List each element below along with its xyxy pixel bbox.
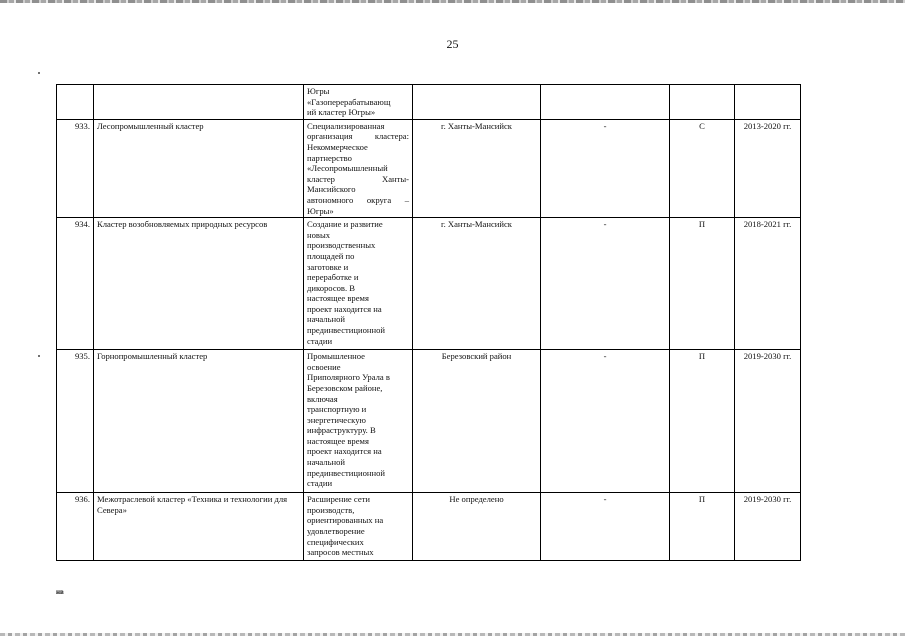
description-line: «Газоперерабатывающ bbox=[307, 96, 391, 107]
description-line: переработке и bbox=[307, 272, 359, 283]
row-number: 936. bbox=[57, 493, 94, 561]
description-line: прединвестиционной bbox=[307, 325, 385, 336]
cluster-location: г. Ханты-Мансийск bbox=[413, 119, 541, 217]
cluster-dash-cell: - bbox=[541, 493, 670, 561]
description-line: площадей по bbox=[307, 250, 355, 261]
description-line: Березовском районе, bbox=[307, 382, 383, 393]
cluster-description bbox=[304, 119, 413, 217]
cluster-location: Березовский район bbox=[413, 350, 541, 493]
cluster-description bbox=[304, 85, 413, 120]
description-line: Специализированная bbox=[307, 120, 385, 131]
table-row bbox=[57, 350, 801, 493]
description-line: ориентированных на bbox=[307, 515, 384, 526]
description-line: запросов местных bbox=[307, 547, 374, 558]
description-line: энергетическую bbox=[307, 414, 366, 425]
description-line: удовлетворение bbox=[307, 525, 365, 536]
row-number: 935. bbox=[57, 350, 94, 493]
cluster-name: Лесопромышленный кластер bbox=[94, 119, 304, 217]
scan-edge-top bbox=[0, 0, 905, 3]
description-line: «Лесопромышленный bbox=[307, 163, 388, 174]
description-line: заготовке и bbox=[307, 261, 349, 272]
description-line: Приполярного Урала в bbox=[307, 372, 390, 383]
description-line: организация кластера: bbox=[307, 131, 409, 142]
description-line: автономного округа – bbox=[307, 194, 409, 205]
description-line: Мансийского bbox=[307, 184, 356, 195]
description-line: освоение bbox=[307, 361, 341, 372]
description-line: Югры» bbox=[307, 205, 334, 216]
cluster-description bbox=[304, 218, 413, 350]
cluster-description bbox=[304, 350, 413, 493]
description-line: стадии bbox=[307, 335, 333, 346]
cluster-type bbox=[670, 85, 735, 120]
description-line: транспортную и bbox=[307, 404, 367, 415]
table-row bbox=[57, 119, 801, 217]
table-row bbox=[57, 85, 801, 120]
description-line: специфических bbox=[307, 536, 364, 547]
cluster-dash-cell bbox=[541, 85, 670, 120]
description-line: новых bbox=[307, 229, 331, 240]
cluster-name: Горнопромышленный кластер bbox=[94, 350, 304, 493]
scan-speck bbox=[38, 72, 40, 74]
description-line: инфраструктуру. В bbox=[307, 425, 376, 436]
cluster-dash-cell: - bbox=[541, 350, 670, 493]
cluster-location bbox=[413, 85, 541, 120]
cluster-name: Межотраслевой кластер «Техника и технологии для Севера» bbox=[94, 493, 304, 561]
cluster-dash-cell: - bbox=[541, 119, 670, 217]
cluster-type: С bbox=[670, 119, 735, 217]
cluster-period: 2018-2021 гг. bbox=[735, 218, 801, 350]
description-line: дикоросов. В bbox=[307, 282, 356, 293]
scan-edge-bottom bbox=[0, 633, 905, 636]
page-number: 25 bbox=[446, 37, 459, 51]
cluster-type: П bbox=[670, 493, 735, 561]
cluster-name bbox=[94, 85, 304, 120]
cluster-dash-cell: - bbox=[541, 218, 670, 350]
clusters-table bbox=[56, 84, 801, 561]
footer-initials: нв bbox=[56, 588, 64, 596]
description-line: ий кластер Югры» bbox=[307, 107, 376, 118]
cluster-location: Не определено bbox=[413, 493, 541, 561]
cluster-period bbox=[735, 85, 801, 120]
description-line: производств, bbox=[307, 504, 355, 515]
description-line: Некоммерческое bbox=[307, 141, 368, 152]
description-line: настоящее время bbox=[307, 293, 369, 304]
description-line: стадии bbox=[307, 478, 333, 489]
cluster-location: г. Ханты-Мансийск bbox=[413, 218, 541, 350]
cluster-type: П bbox=[670, 218, 735, 350]
cluster-period: 2019-2030 гг. bbox=[735, 493, 801, 561]
description-line: Промышленное bbox=[307, 351, 365, 362]
cluster-period: 2013-2020 гг. bbox=[735, 119, 801, 217]
description-line: проект находится на bbox=[307, 303, 382, 314]
description-line: Расширение сети bbox=[307, 494, 370, 505]
description-line: начальной bbox=[307, 314, 345, 325]
description-line: Югры bbox=[307, 86, 330, 96]
description-line: настоящее время bbox=[307, 435, 369, 446]
table-row bbox=[57, 493, 801, 561]
cluster-type: П bbox=[670, 350, 735, 493]
table-row bbox=[57, 218, 801, 350]
cluster-name: Кластер возобновляемых природных ресурсов bbox=[94, 218, 304, 350]
description-line: включая bbox=[307, 393, 338, 404]
row-number bbox=[57, 85, 94, 120]
description-line: партнерство bbox=[307, 152, 352, 163]
description-line: кластер Ханты- bbox=[307, 173, 409, 184]
row-number: 934. bbox=[57, 218, 94, 350]
scan-speck bbox=[38, 355, 40, 357]
cluster-period: 2019-2030 гг. bbox=[735, 350, 801, 493]
cluster-description bbox=[304, 493, 413, 561]
description-line: прединвестиционной bbox=[307, 467, 385, 478]
description-line: начальной bbox=[307, 457, 345, 468]
description-line: Создание и развитие bbox=[307, 219, 383, 230]
description-line: проект находится на bbox=[307, 446, 382, 457]
description-line: производственных bbox=[307, 240, 376, 251]
row-number: 933. bbox=[57, 119, 94, 217]
